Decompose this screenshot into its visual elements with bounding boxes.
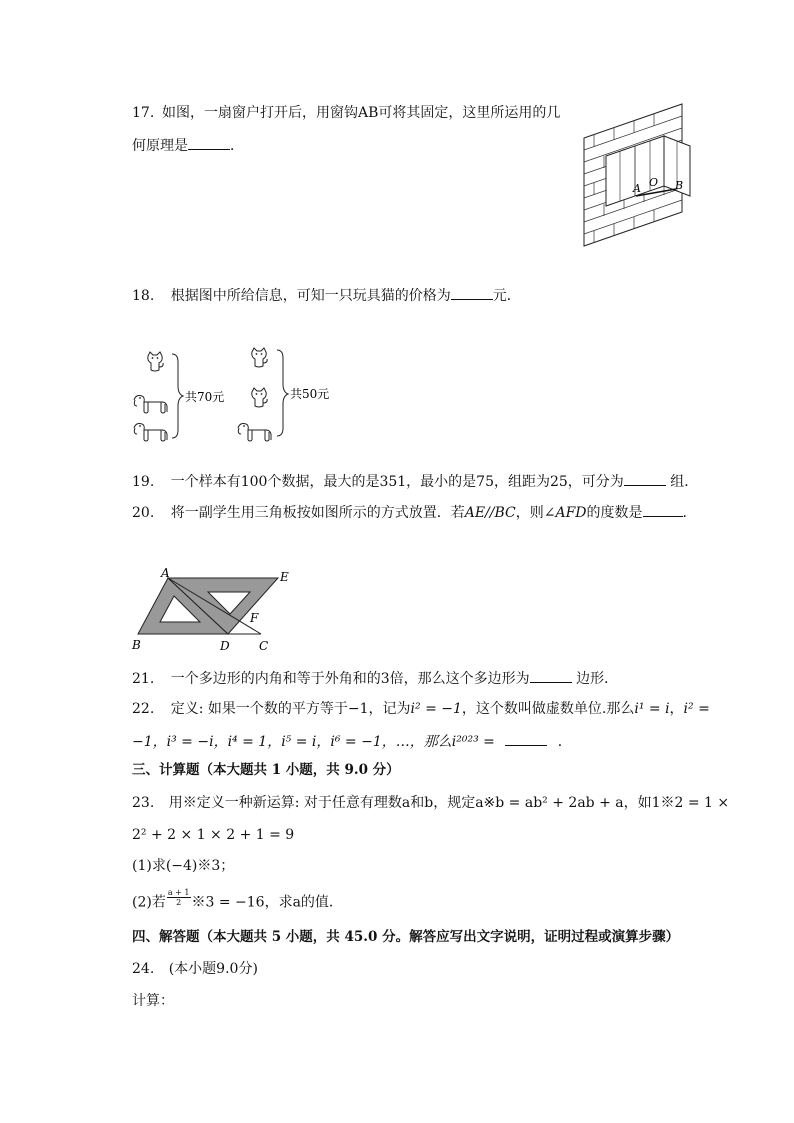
q18-answer-blank[interactable]	[451, 287, 493, 300]
right-brace	[277, 350, 288, 436]
label-f: F	[250, 611, 259, 625]
section-4-heading: 四、解答题（本大题共 5 小题，共 45.0 分。解答应写出文字说明，证明过程或演算步骤）	[132, 929, 680, 945]
q22-text-a: 定义: 如果一个数的平方等于−1，记为	[170, 701, 411, 717]
q22-powers: −1，i³ = −i，i⁴ = 1，i⁵ = i，i⁶ = −1，…，那么	[132, 734, 452, 750]
q20-answer-blank[interactable]	[643, 504, 683, 517]
q22-number: 22.	[132, 701, 155, 717]
q23-part2	[132, 888, 343, 912]
q20-text-c: 的度数是	[586, 505, 643, 521]
q22-i1: i¹ = i	[634, 701, 670, 717]
q20-angle: ∠AFD	[543, 505, 587, 521]
q22-i2023: i²⁰²³ =	[451, 734, 495, 750]
q23-part1: (1)求(−4)※3；	[132, 858, 235, 874]
q22-i2b: i² =	[683, 701, 710, 717]
q21-text: 一个多边形的内角和等于外角和的3倍，那么这个多边形为	[170, 671, 530, 687]
dog-icon	[134, 424, 167, 442]
q21-line	[132, 670, 618, 686]
q22-end: ．	[557, 734, 572, 750]
cat-icon	[252, 388, 267, 407]
dog-icon	[238, 424, 271, 442]
q23-fraction-denominator: 2	[176, 898, 182, 907]
label-d: D	[220, 639, 230, 653]
q21-end: 边形．	[576, 671, 619, 687]
q21-number: 21.	[132, 671, 155, 687]
label-e: E	[280, 570, 289, 584]
q22-text-b: ，这个数叫做虚数单位.那么	[461, 701, 635, 717]
q22-line2	[132, 733, 572, 749]
q17-end: ．	[230, 138, 244, 154]
q17-line1: 如图，一扇窗户打开后，用窗钩AB可将其固定，这里所运用的几	[162, 105, 561, 121]
label-b: B	[132, 638, 141, 652]
q23-line1	[132, 796, 729, 810]
q24-line1	[132, 962, 258, 976]
q22-sep: ，	[669, 701, 684, 717]
q20-end: ．	[682, 505, 697, 521]
q18-number: 18.	[132, 288, 155, 304]
q22-line1	[132, 702, 710, 716]
label-total-50: 共50元	[290, 387, 330, 401]
q23-part2-b: ※3 = −16，求a的值．	[191, 894, 343, 911]
q17-number: 17.	[132, 105, 155, 121]
label-total-70: 共70元	[185, 390, 225, 404]
q20-number: 20.	[132, 505, 155, 521]
q17-answer-blank[interactable]	[188, 137, 230, 150]
section-3-heading: 三、计算题（本大题共 1 小题，共 9.0 分）	[132, 762, 400, 778]
q22-answer-blank[interactable]	[505, 733, 547, 746]
label-o: O	[649, 176, 659, 189]
q23-fraction-numerator: a + 1	[167, 888, 190, 897]
left-brace	[172, 354, 183, 438]
q20-text-b: ，则	[515, 505, 544, 521]
label-a: A	[633, 182, 641, 195]
q18-unit: 元．	[492, 288, 521, 304]
label-c: C	[259, 639, 269, 653]
cat-icon	[252, 348, 267, 367]
q24-line2: 计算：	[132, 993, 174, 1009]
q23-line2: 2² + 2 × 1 × 2 + 1 = 9	[132, 827, 295, 843]
q23-fraction	[167, 888, 191, 907]
triangles-figure	[130, 566, 300, 656]
q19-line	[132, 473, 698, 489]
q19-number: 19.	[132, 474, 155, 490]
q23-part2-a: (2)若	[132, 894, 166, 911]
q21-answer-blank[interactable]	[530, 670, 572, 683]
q23-text: 用※定义一种新运算: 对于任意有理数a和b，规定a※b = ab² + 2ab + a，如1※2 = 1 ×	[168, 795, 730, 811]
q20-line	[132, 504, 697, 520]
q20-ae-bc: AE//BC	[464, 505, 516, 521]
dog-icon	[134, 396, 167, 414]
q19-end: 组．	[670, 474, 699, 490]
q24-text: (本小题9.0分)	[168, 961, 258, 977]
q20-text-a: 将一副学生用三角板按如图所示的方式放置．若	[170, 505, 465, 521]
q23-number: 23.	[132, 795, 155, 811]
label-a: A	[161, 566, 170, 580]
q18-text: 根据图中所给信息，可知一只玩具猫的价格为	[170, 288, 451, 304]
q17-line2	[132, 137, 244, 153]
q18-line	[132, 287, 521, 303]
label-b: B	[675, 179, 684, 192]
window-figure	[584, 104, 696, 246]
q19-answer-blank[interactable]	[624, 473, 666, 486]
cat-icon	[148, 352, 163, 371]
toys-figure	[130, 346, 340, 446]
q17-line2-text: 何原理是	[132, 138, 188, 154]
q22-i2: i² = −1	[410, 701, 462, 717]
q24-number: 24.	[132, 961, 155, 977]
q19-text: 一个样本有100个数据，最大的是351，最小的是75，组距为25，可分为	[170, 474, 624, 490]
